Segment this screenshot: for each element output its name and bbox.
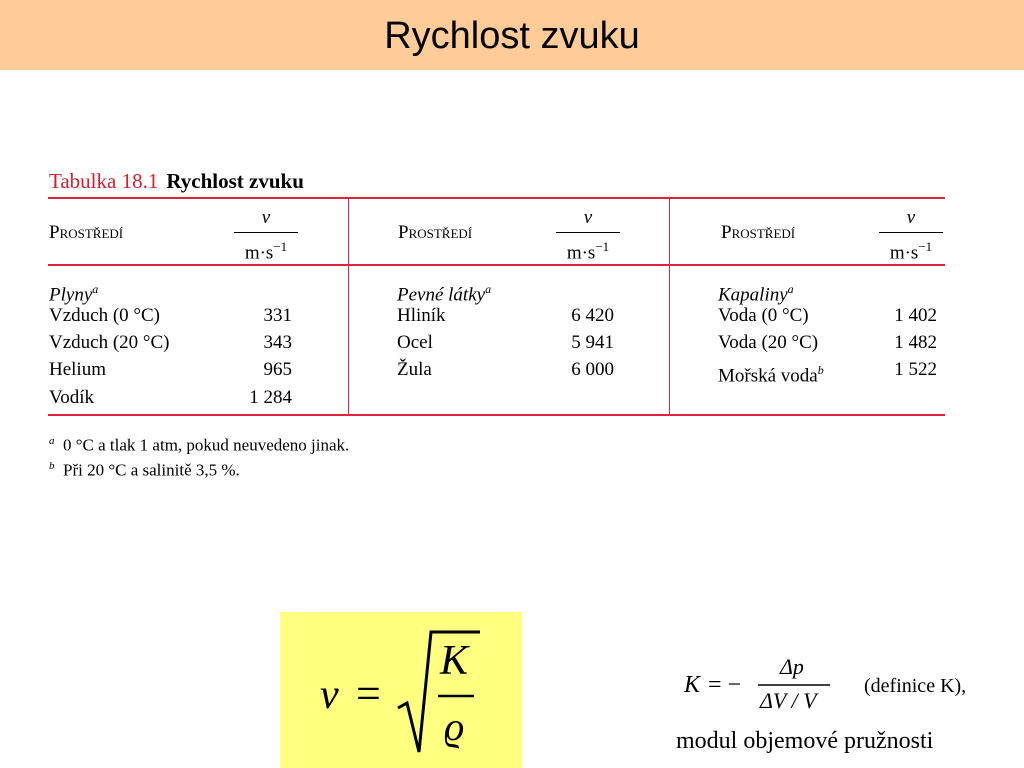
table-cell-value: 6 420 bbox=[571, 305, 614, 326]
table-cell-medium: Voda (20 °C) bbox=[718, 332, 819, 353]
table-cell-value: 1 284 bbox=[249, 387, 292, 408]
table-cell-medium: Vzduch (20 °C) bbox=[49, 332, 170, 353]
table-bottom-rule bbox=[48, 414, 945, 416]
unit-fraction-bar bbox=[556, 232, 620, 233]
table-caption bbox=[49, 168, 304, 194]
table-cell-value: 331 bbox=[263, 305, 292, 326]
table-top-rule bbox=[48, 197, 945, 199]
group-heading-liquids: Kapaliny$^a$ bbox=[718, 282, 794, 306]
group-heading-solids: Pevné látky$^a$ bbox=[397, 282, 492, 306]
table-divider-1 bbox=[348, 198, 349, 416]
table-cell-medium: Hliník bbox=[397, 305, 446, 326]
bulk-modulus-label: modul objemové pružnosti bbox=[676, 728, 934, 754]
table-cell-medium: Ocel bbox=[397, 332, 433, 353]
footnote-b: $^b$ Při 20 °C a salinitě 3,5 %. bbox=[49, 460, 240, 480]
table-cell-medium: Helium bbox=[49, 359, 106, 380]
column-header-medium-3: Prostředí bbox=[721, 222, 796, 243]
kdef-note: (definice K), bbox=[864, 675, 967, 697]
table-caption-number: Tabulka 18.1 bbox=[49, 169, 159, 193]
unit-fraction-bar bbox=[879, 232, 943, 233]
unit-denominator: $m\cdot s^{-1}$ bbox=[889, 239, 933, 264]
unit-denominator: $m\cdot s^{-1}$ bbox=[566, 239, 610, 264]
formula-lhs: v bbox=[320, 672, 339, 718]
column-header-medium-2: Prostředí bbox=[398, 222, 473, 243]
unit-fraction-bar bbox=[234, 232, 298, 233]
table-cell-medium: Žula bbox=[397, 359, 432, 380]
formula-numerator: K bbox=[440, 638, 469, 684]
table-cell-value: 343 bbox=[263, 332, 292, 353]
table-cell-medium: Vodík bbox=[49, 387, 95, 408]
table-cell-value: 1 522 bbox=[894, 359, 937, 380]
unit-symbol: v bbox=[261, 207, 271, 228]
group-heading-gases: Plyny$^a$ bbox=[49, 282, 99, 306]
column-header-unit-1 bbox=[226, 206, 306, 265]
kdef-denominator: ΔV / V bbox=[760, 688, 817, 713]
unit-symbol: v bbox=[906, 207, 916, 228]
table-cell-value: 5 941 bbox=[571, 332, 614, 353]
bulk-modulus-formula bbox=[682, 652, 1002, 722]
table-cell-value: 965 bbox=[263, 359, 292, 380]
kdef-equals: = − bbox=[708, 672, 742, 698]
kdef-lhs: K bbox=[684, 672, 701, 698]
kdef-numerator: Δp bbox=[780, 654, 804, 679]
table-cell-value: 1 402 bbox=[894, 305, 937, 326]
speed-formula-box bbox=[280, 612, 522, 768]
title-bar bbox=[0, 0, 1024, 70]
table-cell-medium: Mořská voda$^b$ bbox=[718, 363, 824, 387]
formula-equals: = bbox=[356, 669, 381, 718]
column-header-unit-2 bbox=[548, 206, 628, 265]
unit-denominator: $m\cdot s^{-1}$ bbox=[244, 239, 288, 264]
table-cell-value: 1 482 bbox=[894, 332, 937, 353]
table-divider-2 bbox=[669, 198, 670, 416]
table-caption-title: Rychlost zvuku bbox=[166, 169, 304, 193]
table-cell-value: 6 000 bbox=[571, 359, 614, 380]
formula-denominator: ϱ bbox=[444, 704, 465, 749]
table-cell-medium: Vzduch (0 °C) bbox=[49, 305, 161, 326]
table-header-rule bbox=[48, 264, 945, 266]
bulk-modulus-definition bbox=[682, 652, 1002, 722]
slide-title: Rychlost zvuku bbox=[384, 15, 640, 57]
table-cell-medium: Voda (0 °C) bbox=[718, 305, 809, 326]
footnote-a: $^a$ 0 °C a tlak 1 atm, pokud neuvedeno jinak. bbox=[49, 435, 350, 455]
column-header-medium-1: Prostředí bbox=[49, 222, 124, 243]
column-header-unit-3 bbox=[871, 206, 951, 265]
unit-symbol: v bbox=[583, 207, 593, 228]
speed-formula bbox=[280, 612, 522, 768]
